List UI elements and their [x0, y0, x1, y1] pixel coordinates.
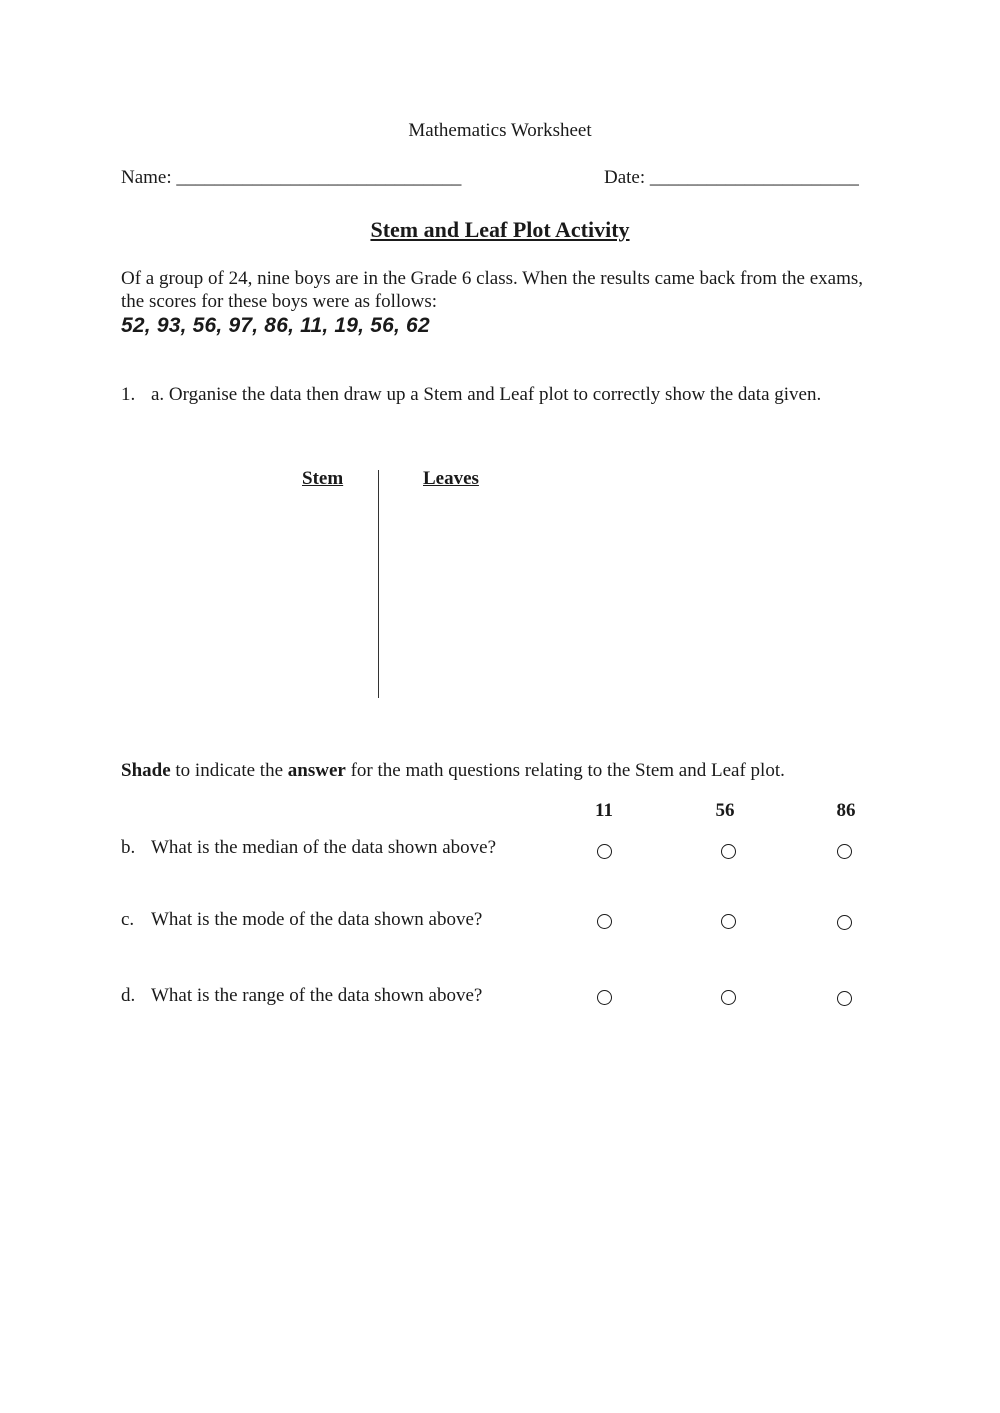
- radio-b-option-2[interactable]: [721, 844, 736, 859]
- shade-instruction: [121, 760, 785, 782]
- question-1-text: a. Organise the data then draw up a Stem and Leaf plot to correctly show the data given.: [151, 384, 822, 405]
- date-blank[interactable]: ______________________: [649, 167, 859, 188]
- date-label: Date:: [604, 167, 646, 188]
- radio-d-option-1[interactable]: [597, 990, 612, 1005]
- page-title: Stem and Leaf Plot Activity: [370, 217, 630, 242]
- radio-b-option-3[interactable]: [837, 844, 852, 859]
- question-1: [121, 384, 821, 406]
- intro-paragraph: Of a group of 24, nine boys are in the Grade 6 class. When the results came back from the exams, the scores for these boys were as follows:: [121, 268, 863, 312]
- question-c: [121, 909, 482, 931]
- choice-header-2: 56: [715, 800, 735, 821]
- plot-divider-line: [378, 470, 379, 698]
- instruction-shade: Shade: [121, 760, 171, 781]
- question-c-letter: c.: [121, 909, 135, 930]
- name-blank[interactable]: ______________________________: [176, 167, 462, 188]
- instruction-answer: answer: [287, 760, 346, 781]
- question-d-letter: d.: [121, 985, 136, 1006]
- radio-c-option-2[interactable]: [721, 914, 736, 929]
- question-b-text: What is the median of the data shown above?: [151, 837, 497, 858]
- instruction-part1: to indicate the: [170, 760, 288, 781]
- name-label: Name:: [121, 167, 172, 188]
- radio-d-option-2[interactable]: [721, 990, 736, 1005]
- question-c-text: What is the mode of the data shown above?: [151, 909, 483, 930]
- name-line[interactable]: [121, 167, 461, 189]
- radio-c-option-3[interactable]: [837, 915, 852, 930]
- choice-header-1: 11: [595, 800, 613, 821]
- instruction-part2: for the math questions relating to the Stem and Leaf plot.: [345, 760, 785, 781]
- question-d: [121, 985, 482, 1007]
- stem-heading: Stem: [302, 468, 344, 489]
- radio-c-option-1[interactable]: [597, 914, 612, 929]
- question-b-letter: b.: [121, 837, 136, 858]
- question-1-number: 1.: [121, 384, 136, 405]
- radio-d-option-3[interactable]: [837, 991, 852, 1006]
- date-line[interactable]: [604, 167, 859, 189]
- worksheet-header: Mathematics Worksheet: [408, 120, 592, 141]
- question-b: [121, 837, 496, 859]
- scores-list: 52, 93, 56, 97, 86, 11, 19, 56, 62: [121, 314, 430, 337]
- question-d-text: What is the range of the data shown above?: [151, 985, 483, 1006]
- radio-b-option-1[interactable]: [597, 844, 612, 859]
- leaves-heading: Leaves: [423, 468, 479, 489]
- choice-header-3: 86: [836, 800, 856, 821]
